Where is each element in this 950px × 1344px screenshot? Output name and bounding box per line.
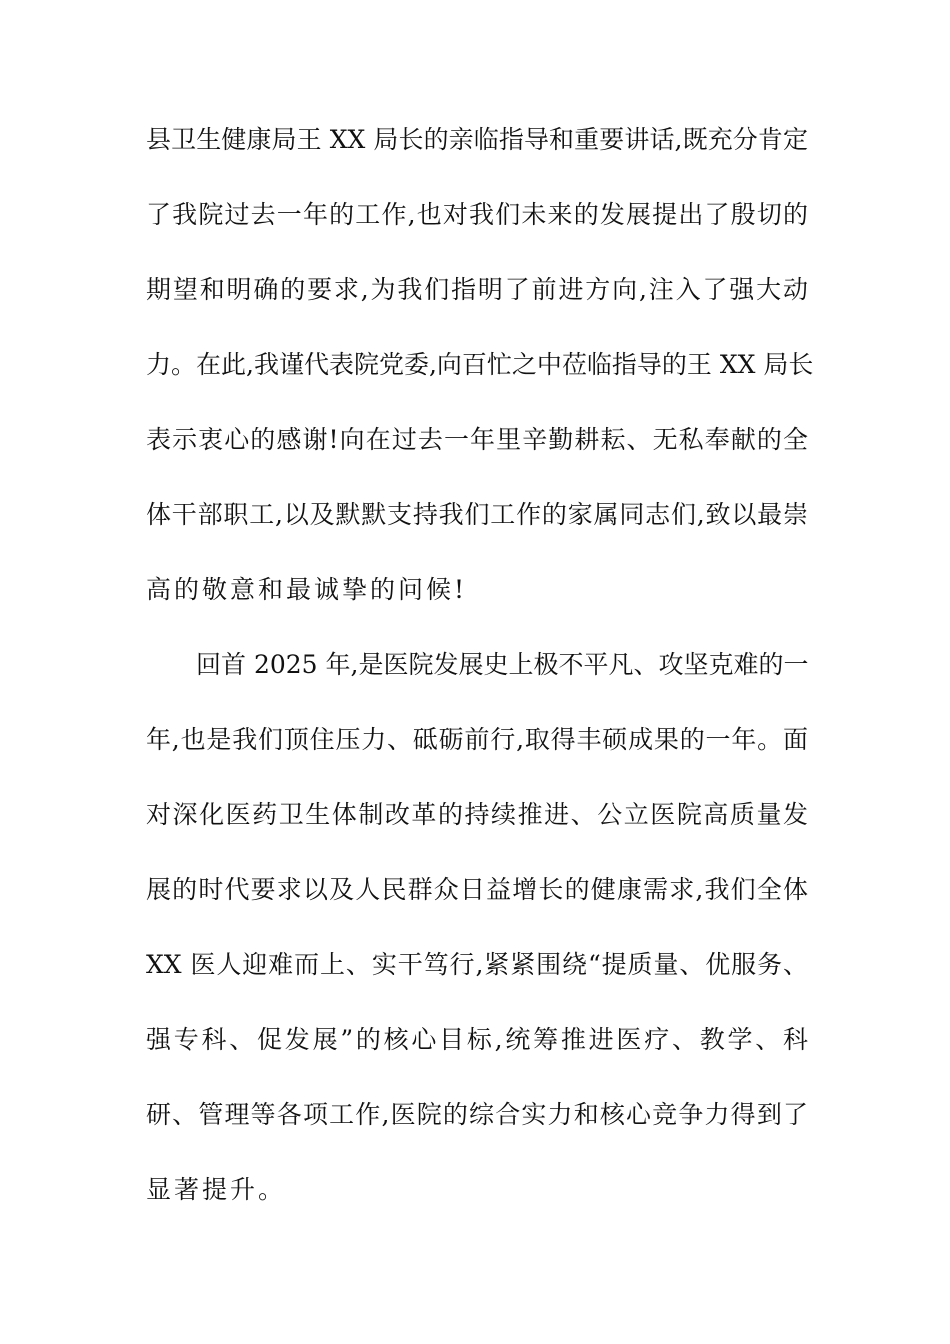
paragraph-2-line-1: 回首 2025 年,是医院发展史上极不平凡、攻坚克难的一 <box>196 650 809 679</box>
paragraph-1-line-3: 期望和明确的要求,为我们指明了前进方向,注入了强大动 <box>146 275 808 304</box>
paragraph-1-line-4: 力。在此,我谨代表院党委,向百忙之中莅临指导的王 XX 局长 <box>146 350 814 379</box>
paragraph-2-line-3: 对深化医药卫生体制改革的持续推进、公立医院高质量发 <box>146 800 808 829</box>
paragraph-1-line-2: 了我院过去一年的工作,也对我们未来的发展提出了殷切的 <box>146 200 808 229</box>
paragraph-1-line-1: 县卫生健康局王 XX 局长的亲临指导和重要讲话,既充分肯定 <box>146 125 808 154</box>
paragraph-1-line-5: 表示衷心的感谢!向在过去一年里辛勤耕耘、无私奉献的全 <box>146 425 808 454</box>
paragraph-2-line-2: 年,也是我们顶住压力、砥砺前行,取得丰硕成果的一年。面 <box>146 725 808 754</box>
paragraph-2-line-5: XX 医人迎难而上、实干笃行,紧紧围绕“提质量、优服务、 <box>146 950 808 979</box>
paragraph-2-line-8: 显著提升。 <box>146 1175 287 1204</box>
paragraph-2 <box>146 642 808 1242</box>
paragraph-2-line-7: 研、管理等各项工作,医院的综合实力和核心竞争力得到了 <box>146 1100 808 1129</box>
paragraph-2-line-6: 强专科、促发展”的核心目标,统筹推进医疗、教学、科 <box>146 1025 808 1054</box>
paragraph-2-line-4: 展的时代要求以及人民群众日益增长的健康需求,我们全体 <box>146 875 808 904</box>
paragraph-1-line-7: 高的敬意和最诚挚的问候! <box>146 575 468 604</box>
paragraph-1-line-6: 体干部职工,以及默默支持我们工作的家属同志们,致以最崇 <box>146 500 808 529</box>
paragraph-1 <box>146 117 814 642</box>
